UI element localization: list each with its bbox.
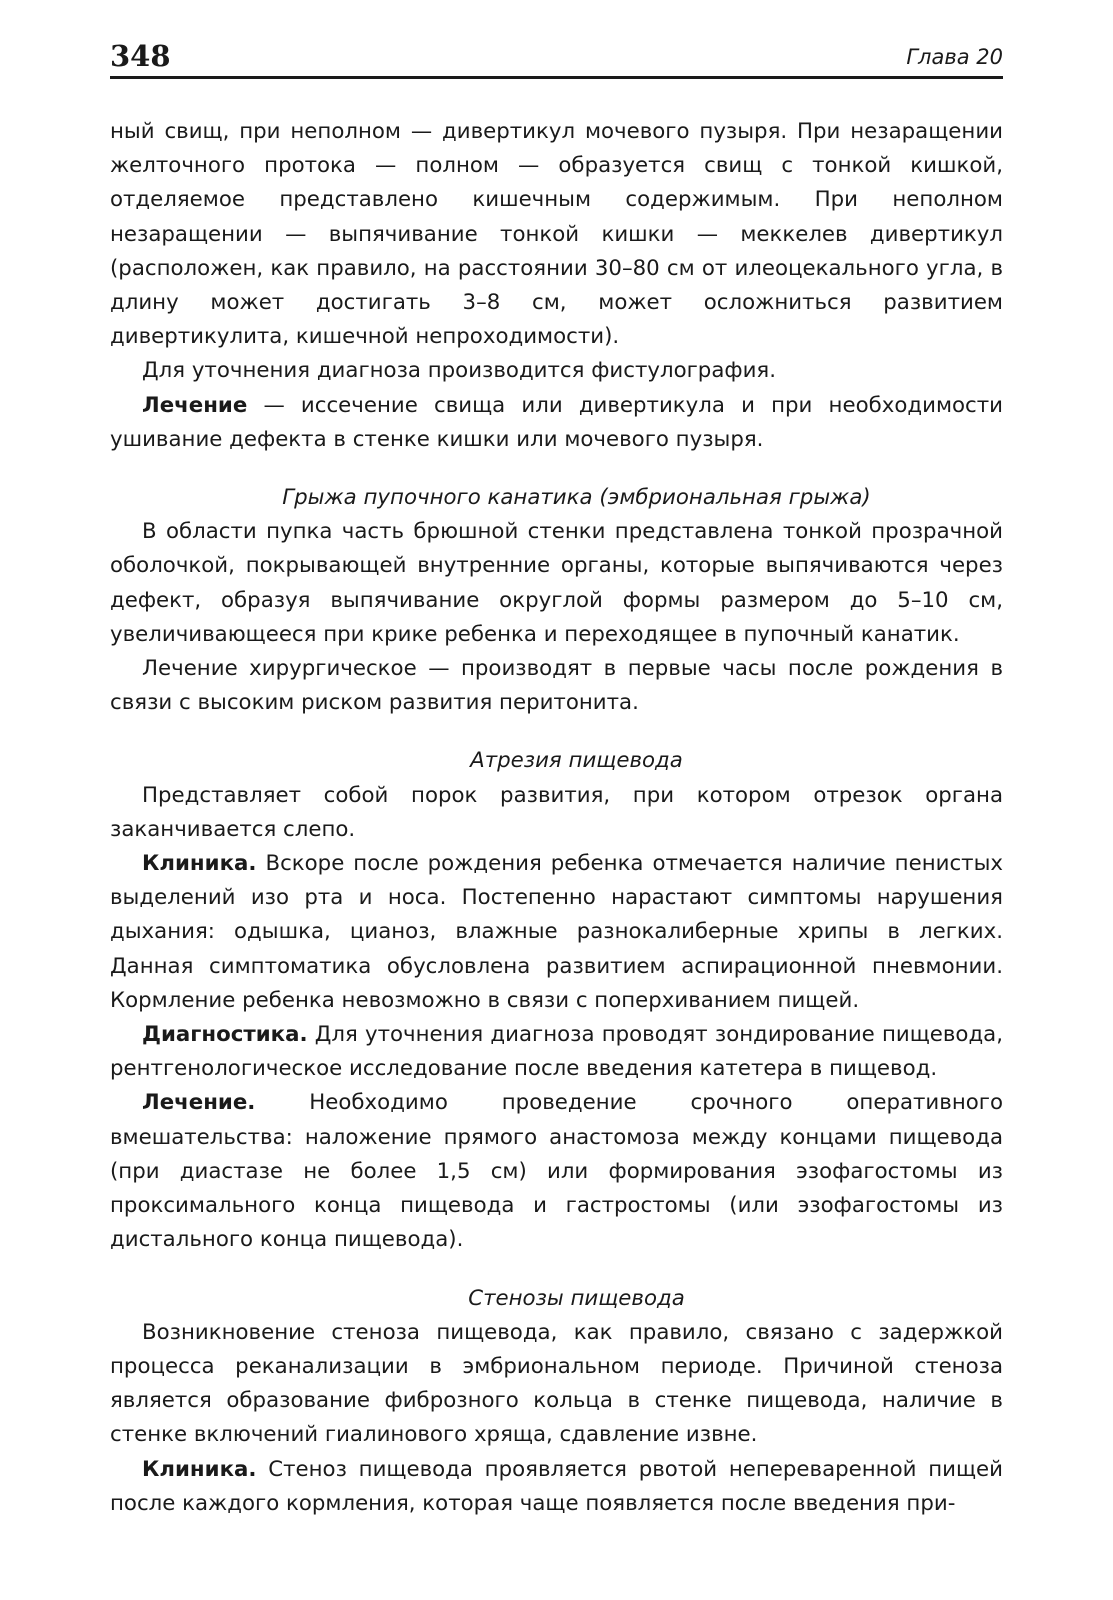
term-label: Лечение: [142, 392, 248, 418]
paragraph: ный свищ, при неполном — дивертикул мочевого пузыря. При незаращении желточного протока — полном — образуется свищ с тонкой кишкой, отделяемое представлено кишечным содержимым. При неполном незаращении — выпячивание тонкой кишки — меккелев дивертикул (расположен, как правило, на расстоянии 30–80 см от илеоцекального угла, в длину может достигать 3–8 см, может осложниться развитием дивертикулита, кишечной непроходимости).: [110, 119, 1003, 350]
paragraph-text: — иссечение свища или дивертикула и при необходимости ушивание дефекта в стенке кишки или мочевого пузыря.: [110, 392, 1003, 452]
term-label: Клиника.: [142, 851, 257, 877]
book-page: [110, 36, 1003, 1521]
term-label: Клиника.: [142, 1456, 257, 1482]
paragraph: Для уточнения диагноза производится фистулография.: [142, 358, 777, 384]
paragraph-text: Для уточнения диагноза проводят зондирование пищевода, рентгенологическое исследование после введения катетера в пищевод.: [110, 1022, 1003, 1082]
paragraph: Возникновение стеноза пищевода, как правило, связано с задержкой процесса реканализации в эмбриональном периоде. Причиной стеноза является образование фиброзного кольца в стенке пищевода, наличие в стенке включений гиалинового хряща, сдавление извне.: [110, 1319, 1003, 1448]
paragraph-text: Вскоре после рождения ребенка отмечается наличие пенистых выделений изо рта и носа. Постепенно нарастают симптомы нарушения дыхания: одышка, цианоз, влажные разнокалиберные хрипы в легких. Данная симптоматика обусловлена развитием аспирационной пневмонии. Кормление ребенка невозможно в связи с поперхиванием пищей.: [110, 851, 1003, 1013]
paragraph: [110, 1453, 1003, 1521]
paragraph: Лечение хирургическое — производят в первые часы после рождения в связи с высоким риском развития перитонита.: [110, 656, 1003, 716]
paragraph: [110, 847, 1003, 1018]
term-label: Диагностика.: [142, 1022, 308, 1048]
paragraph-text: Стеноз пищевода проявляется рвотой непереваренной пищей после каждого кормления, которая чаще появляется после введения при-: [110, 1456, 1003, 1516]
section-heading: Атрезия пищевода: [470, 748, 683, 774]
paragraph: [110, 1086, 1003, 1257]
paragraph: Представляет собой порок развития, при котором отрезок органа заканчивается слепо.: [110, 782, 1003, 842]
page-header: [110, 36, 1003, 79]
paragraph: [110, 389, 1003, 457]
section-heading: Стенозы пищевода: [468, 1285, 685, 1311]
paragraph: В области пупка часть брюшной стенки представлена тонкой прозрачной оболочкой, покрывающей внутренние органы, которые выпячиваются через дефект, образуя выпячивание округлой формы размером до 5–10 см, увеличивающееся при крике ребенка и переходящее в пупочный канатик.: [110, 519, 1003, 647]
paragraph: [110, 1018, 1003, 1086]
chapter-title: Глава 20: [906, 45, 1003, 69]
term-label: Лечение.: [142, 1090, 256, 1116]
paragraph-text: Необходимо проведение срочного оперативного вмешательства: наложение прямого анастомоза между концами пищевода (при диастазе не более 1,5 см) или формирования эзофагостомы из проксимального конца пищевода и гастростомы (или эзофагостомы из дистального конца пищевода).: [110, 1090, 1003, 1253]
page-number: 348: [110, 39, 171, 73]
section-heading: Грыжа пупочного канатика (эмбриональная грыжа): [282, 485, 871, 511]
page-content: [110, 115, 1003, 1521]
